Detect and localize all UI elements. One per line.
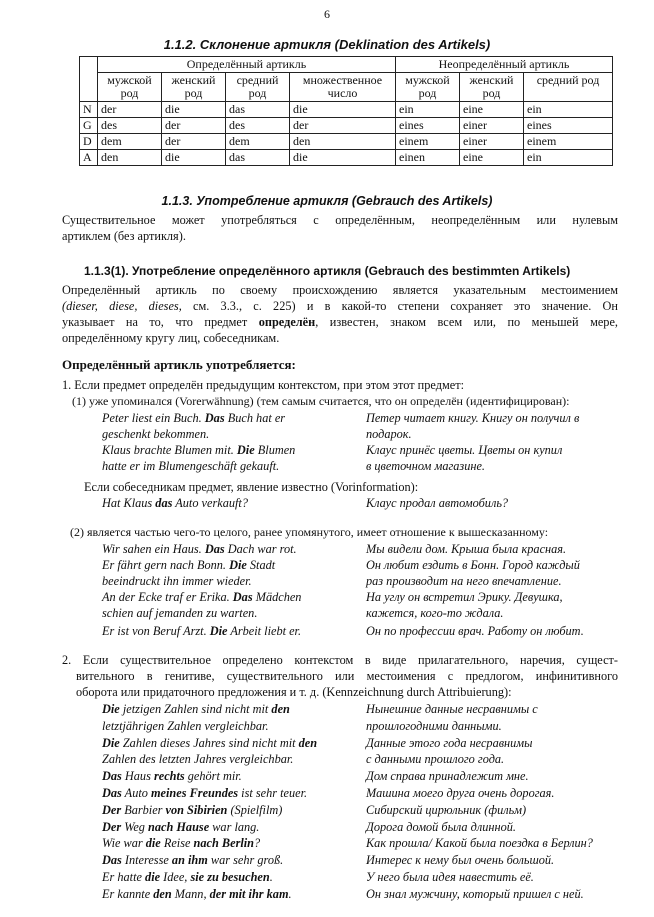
text-span: Peter liest ein Buch. bbox=[102, 411, 205, 425]
example-de bbox=[102, 557, 352, 589]
example-ru: Он по профессии врач. Работу он любит. bbox=[366, 624, 584, 638]
table-cell: einer bbox=[460, 134, 524, 150]
table-cell: die bbox=[290, 150, 396, 166]
text-span: Interesse bbox=[121, 853, 172, 867]
example-ru: Мы видели дом. Крыша была красная. bbox=[366, 542, 567, 556]
text-span: die bbox=[145, 870, 161, 884]
text-span: jetzigen Zahlen sind nicht mit bbox=[119, 702, 272, 716]
example-de bbox=[102, 869, 352, 885]
text-span: , известен, знаком всем или, по меньшей мере, bbox=[315, 315, 618, 329]
example-ru bbox=[366, 442, 626, 474]
example-de bbox=[102, 623, 352, 639]
text-line: вительного в генитиве, существительного или местоимения с предлогом, инфинитивного bbox=[76, 669, 618, 683]
example-ru: Как прошла/ Какой была поездка в Берлин? bbox=[366, 836, 593, 850]
table-cell: das bbox=[226, 150, 290, 166]
table-row bbox=[80, 134, 613, 150]
text-span: Stadt bbox=[246, 558, 276, 572]
table-cell: ein bbox=[524, 102, 613, 118]
table-cell: dem bbox=[98, 134, 162, 150]
table-cell: den bbox=[98, 150, 162, 166]
text-line: Он любит ездить в Бонн. Город каждый bbox=[366, 558, 580, 572]
text-span: Er kannte bbox=[102, 887, 154, 901]
text-line bbox=[102, 557, 352, 573]
text-line bbox=[102, 589, 352, 605]
column-header: женский род bbox=[460, 73, 524, 102]
example-ru: Дом справа принадлежит мне. bbox=[366, 769, 529, 783]
table-cell: dem bbox=[226, 134, 290, 150]
section-113-intro bbox=[62, 212, 618, 244]
text-span: an ihm bbox=[171, 853, 208, 867]
text-span: . bbox=[269, 870, 273, 884]
column-header: множественное число bbox=[290, 73, 396, 102]
text-span: Das bbox=[204, 411, 225, 425]
column-header: средний род bbox=[226, 73, 290, 102]
example-ru: Дорога домой была длинной. bbox=[366, 820, 516, 834]
definite-article-header: Определённый артикль bbox=[98, 57, 396, 73]
table-cell: die bbox=[162, 102, 226, 118]
table-cell: des bbox=[98, 118, 162, 134]
text-line: в цветочном магазине. bbox=[366, 459, 485, 473]
text-span: Wie war bbox=[102, 836, 146, 850]
text-span: (dieser, diese, dieses, bbox=[62, 299, 182, 313]
example-ru: Клаус продал автомобиль? bbox=[366, 496, 509, 510]
example-de bbox=[102, 768, 352, 784]
case-label: G bbox=[80, 118, 98, 134]
text-line: Петер читает книгу. Книгу он получил в bbox=[366, 411, 580, 425]
text-line: Определённый артикль по своему происхождению является указательным местоимением bbox=[62, 283, 618, 297]
example-de bbox=[102, 495, 352, 511]
text-span: Barbier bbox=[121, 803, 166, 817]
table-cell: eine bbox=[460, 150, 524, 166]
item2-lead bbox=[62, 652, 618, 700]
text-span: см. 3.3., с. 225 bbox=[181, 299, 292, 313]
example-de bbox=[102, 852, 352, 868]
example-ru: прошлогодними данными. bbox=[366, 719, 502, 733]
text-span: Der bbox=[102, 820, 122, 834]
section-113-title: 1.1.3. Употребление артикля (Gebrauch des Artikels) bbox=[161, 194, 493, 208]
table-cell: eines bbox=[524, 118, 613, 134]
text-span: (Spielfilm) bbox=[227, 803, 283, 817]
text-line: Существительное может употребляться с определённым, неопределённым или нулевым bbox=[62, 213, 618, 227]
item1-sub1: (1) уже упоминался (Vorerwähnung) (тем самым считается, что он определён (идентифицирован): bbox=[72, 394, 570, 408]
text-span: An der Ecke traf er Erika. bbox=[102, 590, 233, 604]
item1-lead: 1. Если предмет определён предыдущим контекстом, при этом этот предмет: bbox=[62, 378, 464, 392]
text-span: Zahlen des letzten Jahres vergleichbar. bbox=[102, 752, 294, 766]
example-de bbox=[102, 589, 352, 621]
text-span: . bbox=[288, 887, 292, 901]
table-cell: der bbox=[162, 134, 226, 150]
table-row bbox=[80, 118, 613, 134]
text-line bbox=[102, 442, 352, 458]
text-span: указывает на то, что предмет bbox=[62, 315, 259, 329]
text-span: Zahlen dieses Jahres sind nicht mit bbox=[119, 736, 299, 750]
table-row bbox=[80, 102, 613, 118]
text-span: ist sehr teuer. bbox=[238, 786, 308, 800]
text-span: ? bbox=[254, 836, 261, 850]
text-line bbox=[102, 410, 352, 426]
text-span: war lang. bbox=[209, 820, 260, 834]
table-corner bbox=[80, 57, 98, 102]
example-ru bbox=[366, 589, 626, 621]
column-header: женский род bbox=[162, 73, 226, 102]
text-span: die bbox=[145, 836, 161, 850]
table-cell: einer bbox=[460, 118, 524, 134]
column-header: мужской род bbox=[98, 73, 162, 102]
text-span: rechts bbox=[153, 769, 185, 783]
example-ru: Интерес к нему был очень большой. bbox=[366, 853, 555, 867]
table-cell: der bbox=[162, 118, 226, 134]
text-span: den bbox=[298, 736, 318, 750]
text-span: Buch hat er bbox=[224, 411, 286, 425]
table-cell: eine bbox=[460, 102, 524, 118]
table-cell: die bbox=[290, 102, 396, 118]
case-label: D bbox=[80, 134, 98, 150]
text-span: Wir sahen ein Haus. bbox=[102, 542, 205, 556]
text-span: Die bbox=[102, 702, 120, 716]
text-line: определённому кругу лиц, собеседникам. bbox=[62, 331, 280, 345]
example-de bbox=[102, 541, 352, 557]
text-line: подарок. bbox=[366, 427, 412, 441]
text-span: meines Freundes bbox=[150, 786, 239, 800]
usage-heading: Определённый артикль употребляется: bbox=[62, 357, 296, 372]
table-cell: den bbox=[290, 134, 396, 150]
text-span: Die bbox=[236, 443, 255, 457]
section-1131-title: 1.1.3(1). Употребление определённого артикля (Gebrauch des bestimmten Artikels) bbox=[84, 264, 571, 278]
text-line: раз производит на него впечатление. bbox=[366, 574, 562, 588]
case-label: N bbox=[80, 102, 98, 118]
example-de bbox=[102, 718, 352, 734]
example-ru bbox=[366, 557, 626, 589]
text-span: Hat Klaus bbox=[102, 496, 156, 510]
text-span: Klaus brachte Blumen mit. bbox=[102, 443, 237, 457]
example-ru: Нынешние данные несравнимы с bbox=[366, 702, 538, 716]
text-span: Er fährt gern nach Bonn. bbox=[102, 558, 230, 572]
indefinite-article-header: Неопределённый артикль bbox=[396, 57, 613, 73]
example-de bbox=[102, 442, 352, 474]
text-line: кажется, кого-то ждала. bbox=[366, 606, 504, 620]
example-ru: У него была идея навестить её. bbox=[366, 870, 534, 884]
table-cell: ein bbox=[396, 102, 460, 118]
example-de bbox=[102, 819, 352, 835]
text-span: Dach war rot. bbox=[224, 542, 297, 556]
table-cell: des bbox=[226, 118, 290, 134]
case-label: A bbox=[80, 150, 98, 166]
text-span: Haus bbox=[121, 769, 154, 783]
text-span: Das bbox=[102, 786, 122, 800]
example-ru: Данные этого года несравнимы bbox=[366, 736, 533, 750]
text-span: Reise bbox=[160, 836, 194, 850]
section-1131-paragraph bbox=[62, 282, 618, 346]
table-cell: das bbox=[226, 102, 290, 118]
text-span: nach Hause bbox=[148, 820, 210, 834]
text-span: Blumen bbox=[254, 443, 296, 457]
example-de bbox=[102, 701, 352, 717]
text-span: sie zu besuchen bbox=[190, 870, 270, 884]
text-span: letztjährigen Zahlen vergleichbar. bbox=[102, 719, 269, 733]
example-ru: Он знал мужчину, который пришел с ней. bbox=[366, 887, 584, 901]
table-cell: einem bbox=[396, 134, 460, 150]
text-line: schien auf jemanden zu warten. bbox=[102, 606, 258, 620]
text-span: Weg bbox=[121, 820, 148, 834]
table-cell: ein bbox=[524, 150, 613, 166]
table-cell: einem bbox=[524, 134, 613, 150]
example-de bbox=[102, 802, 352, 818]
text-line: артиклем (без артикля). bbox=[62, 229, 186, 243]
text-span: Der bbox=[102, 803, 122, 817]
text-span: den bbox=[153, 887, 172, 901]
column-header: средний род bbox=[524, 73, 613, 102]
text-line: hatte er im Blumengeschäft gekauft. bbox=[102, 459, 280, 473]
example-de bbox=[102, 835, 352, 851]
text-span: Mädchen bbox=[252, 590, 302, 604]
text-span: Die bbox=[209, 624, 228, 638]
text-span: Arbeit liebt er. bbox=[227, 624, 302, 638]
text-span: ) и в какой-то степени сохраняет это значение. Он bbox=[291, 299, 619, 313]
table-cell: der bbox=[290, 118, 396, 134]
table-cell: eines bbox=[396, 118, 460, 134]
text-span: das bbox=[155, 496, 173, 510]
text-line: На углу он встретил Эрику. Девушка, bbox=[366, 590, 563, 604]
column-header: мужской род bbox=[396, 73, 460, 102]
text-span: Das bbox=[102, 853, 122, 867]
text-span: Idee, bbox=[160, 870, 191, 884]
text-span: war sehr groß. bbox=[207, 853, 284, 867]
text-line bbox=[62, 314, 618, 330]
text-span: Er ist von Beruf Arzt. bbox=[102, 624, 210, 638]
example-de bbox=[102, 735, 352, 751]
text-span: gehört mir. bbox=[184, 769, 242, 783]
example-ru: с данными прошлого года. bbox=[366, 752, 505, 766]
table-row bbox=[80, 150, 613, 166]
text-span: Die bbox=[102, 736, 120, 750]
example-ru bbox=[366, 410, 626, 442]
text-line: 2. Если существительное определено контекстом в виде прилагательного, наречия, сущест- bbox=[62, 653, 618, 667]
text-span: Das bbox=[102, 769, 122, 783]
text-line: geschenkt bekommen. bbox=[102, 427, 210, 441]
text-line: оборота или придаточного предложения и т. д. (Kennzeichnung durch Attribuierung): bbox=[76, 685, 512, 699]
example-de bbox=[102, 410, 352, 442]
text-span: Mann, bbox=[171, 887, 210, 901]
item1-sub1b: Если собеседникам предмет, явление известно (Vorinformation): bbox=[84, 480, 419, 494]
text-span: Das bbox=[232, 590, 253, 604]
table-cell: der bbox=[98, 102, 162, 118]
section-112-title: 1.1.2. Склонение артикля (Deklination des Artikels) bbox=[163, 37, 491, 52]
example-de bbox=[102, 751, 352, 767]
example-ru: Машина моего друга очень дорогая. bbox=[366, 786, 555, 800]
text-span: der mit ihr kam bbox=[209, 887, 289, 901]
example-ru: Сибирский цирюльник (фильм) bbox=[366, 803, 527, 817]
text-span: Das bbox=[204, 542, 225, 556]
text-span: von Sibirien bbox=[165, 803, 228, 817]
table-cell: einen bbox=[396, 150, 460, 166]
text-line bbox=[62, 298, 618, 314]
text-span: nach Berlin bbox=[193, 836, 255, 850]
text-line: Клаус принёс цветы. Цветы он купил bbox=[366, 443, 563, 457]
text-span: Auto verkauft? bbox=[172, 496, 248, 510]
text-span: Die bbox=[229, 558, 247, 572]
text-line: beeindruckt ihn immer wieder. bbox=[102, 574, 252, 588]
table-cell: die bbox=[162, 150, 226, 166]
text-span: определён bbox=[258, 315, 316, 329]
text-span: den bbox=[271, 702, 290, 716]
item1-sub2: (2) является частью чего-то целого, ранее упомянутого, имеет отношение к вышесказанному: bbox=[70, 525, 549, 539]
text-span: Auto bbox=[121, 786, 151, 800]
page-number: 6 bbox=[324, 7, 330, 21]
example-de bbox=[102, 785, 352, 801]
declension-table bbox=[79, 56, 613, 166]
text-span: Er hatte bbox=[102, 870, 146, 884]
example-de bbox=[102, 886, 352, 902]
